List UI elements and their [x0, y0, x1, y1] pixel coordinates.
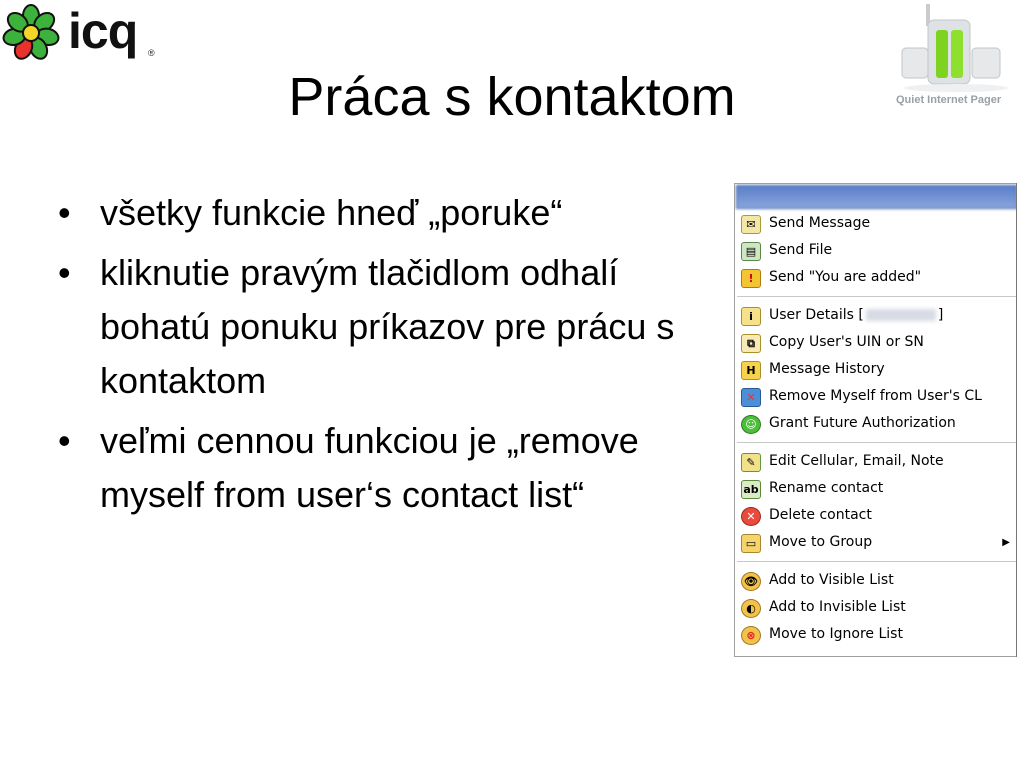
menu-item-delete-contact[interactable]: ✕ Delete contact — [735, 502, 1018, 529]
menu-item-grant-authorization[interactable]: ☺ Grant Future Authorization — [735, 410, 1018, 437]
invisible-icon: ◐ — [741, 599, 761, 618]
bullet-item: • kliknutie pravým tlačidlom odhalí bohatú ponuku príkazov pre prácu s kontaktom — [58, 246, 698, 408]
icq-wordmark: icq — [68, 3, 138, 59]
submenu-arrow-icon: ▶ — [1002, 537, 1010, 548]
remove-icon: ✕ — [741, 388, 761, 407]
folder-icon: ▭ — [741, 534, 761, 553]
menu-item-send-message[interactable]: ✉ Send Message — [735, 210, 1018, 237]
message-icon: ✉ — [741, 215, 761, 234]
qip-caption: Quiet Internet Pager — [896, 94, 1002, 106]
menu-separator — [737, 442, 1016, 443]
menu-item-add-invisible[interactable]: ◐ Add to Invisible List — [735, 594, 1018, 621]
added-icon: ! — [741, 269, 761, 288]
uin-blurred — [866, 309, 936, 321]
contact-context-menu — [734, 183, 1018, 657]
slide-title: Práca s kontaktom — [288, 67, 736, 127]
file-icon: ▤ — [741, 242, 761, 261]
visible-icon: 👁 — [741, 572, 761, 591]
menu-item-move-to-ignore[interactable]: ⊗ Move to Ignore List — [735, 621, 1018, 648]
menu-item-send-file[interactable]: ▤ Send File — [735, 237, 1018, 264]
icq-flower-icon — [2, 4, 60, 62]
menu-item-rename-contact[interactable]: ab Rename contact — [735, 475, 1018, 502]
icq-registered-mark: ® — [148, 48, 155, 58]
menu-separator — [737, 296, 1016, 297]
background-window-edge — [1016, 183, 1024, 657]
delete-icon: ✕ — [741, 507, 761, 526]
menu-item-user-details[interactable]: i User Details [ ] — [735, 302, 1018, 329]
menu-separator — [737, 561, 1016, 562]
menu-item-copy-uin[interactable]: ⧉ Copy User's UIN or SN — [735, 329, 1018, 356]
menu-item-move-to-group[interactable]: ▭ Move to Group ▶ — [735, 529, 1018, 556]
icq-logo — [2, 4, 162, 64]
ignore-icon: ⊗ — [741, 626, 761, 645]
menu-item-edit-cellular[interactable]: ✎ Edit Cellular, Email, Note — [735, 448, 1018, 475]
menu-item-remove-myself[interactable]: ✕ Remove Myself from User's CL — [735, 383, 1018, 410]
menu-item-add-visible[interactable]: 👁 Add to Visible List — [735, 567, 1018, 594]
menu-header-blurred — [736, 185, 1017, 209]
info-icon: i — [741, 307, 761, 326]
rename-icon: ab — [741, 480, 761, 499]
history-icon: H — [741, 361, 761, 380]
smile-icon: ☺ — [741, 415, 761, 434]
bullet-list — [58, 186, 698, 528]
menu-item-send-you-are-added[interactable]: ! Send "You are added" — [735, 264, 1018, 291]
bullet-item: • všetky funkcie hneď „poruke“ — [58, 186, 698, 240]
bullet-item: • veľmi cennou funkciou je „remove myself from user‘s contact list“ — [58, 414, 698, 522]
edit-icon: ✎ — [741, 453, 761, 472]
copy-icon: ⧉ — [741, 334, 761, 353]
menu-item-message-history[interactable]: H Message History — [735, 356, 1018, 383]
